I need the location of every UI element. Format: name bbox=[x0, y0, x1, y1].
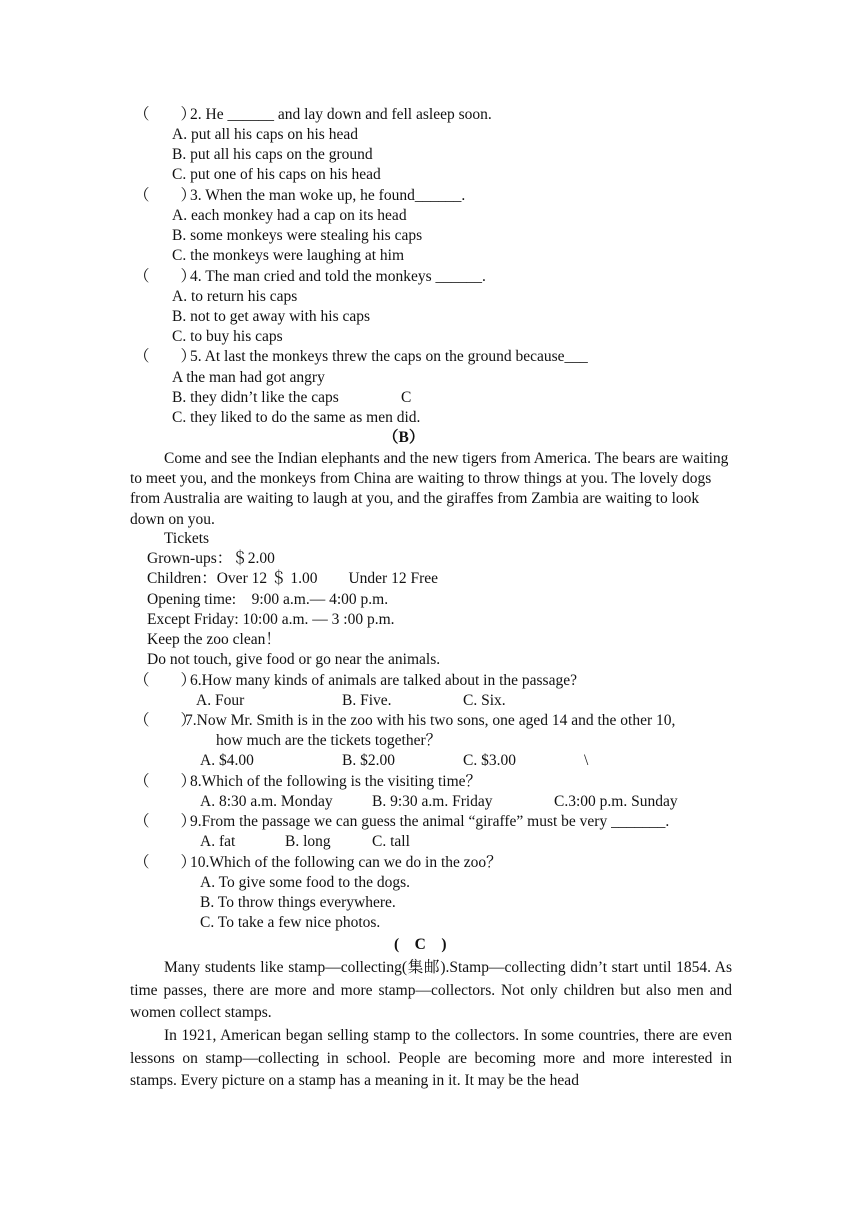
stray-mark-c: C bbox=[401, 389, 412, 406]
question-9-option-b: B. long bbox=[285, 833, 331, 850]
question-4-option-c: C. to buy his caps bbox=[172, 328, 283, 345]
stray-backslash: \ bbox=[584, 752, 589, 769]
keep-zoo-clean: Keep the zoo clean！ bbox=[147, 631, 281, 648]
question-8-option-c: C.3:00 p.m. Sunday bbox=[554, 793, 678, 810]
question-9-option-c: C. tall bbox=[372, 833, 410, 850]
opening-time: Opening time: 9:00 a.m.— 4:00 p.m. bbox=[147, 591, 389, 608]
question-9-option-a: A. fat bbox=[200, 833, 236, 850]
tickets-grown-ups: Grown-ups：＄2.00 bbox=[147, 550, 275, 567]
question-8-option-a: A. 8:30 a.m. Monday bbox=[200, 793, 333, 810]
tickets-title: Tickets bbox=[164, 530, 210, 547]
question-6-option-a: A. Four bbox=[196, 692, 245, 709]
question-7-option-c: C. $3.00 bbox=[463, 752, 516, 769]
answer-blank-q10: （ ） bbox=[134, 854, 197, 871]
question-3-option-b: B. some monkeys were stealing his caps bbox=[172, 227, 423, 244]
question-6-option-c: C. Six. bbox=[463, 692, 506, 709]
section-c-heading: ( C ) bbox=[394, 936, 447, 953]
question-3-option-c: C. the monkeys were laughing at him bbox=[172, 247, 405, 264]
question-8-option-b: B. 9:30 a.m. Friday bbox=[372, 793, 493, 810]
answer-blank-q3: （ ） bbox=[134, 187, 197, 204]
except-friday: Except Friday: 10:00 a.m. — 3 :00 p.m. bbox=[147, 611, 395, 628]
question-2-option-a: A. put all his caps on his head bbox=[172, 126, 358, 143]
question-2-option-c: C. put one of his caps on his head bbox=[172, 166, 381, 183]
question-10-stem: 10.Which of the following can we do in the zoo？ bbox=[190, 854, 502, 871]
question-3-stem: 3. When the man woke up, he found______. bbox=[190, 187, 466, 204]
question-2-option-b: B. put all his caps on the ground bbox=[172, 146, 373, 163]
question-3-option-a: A. each monkey had a cap on its head bbox=[172, 207, 407, 224]
question-7-stem-continued: how much are the tickets together？ bbox=[216, 732, 442, 749]
question-4-option-a: A. to return his caps bbox=[172, 288, 298, 305]
answer-blank-q4: （ ） bbox=[134, 268, 197, 285]
question-10-option-b: B. To throw things everywhere. bbox=[200, 894, 396, 911]
answer-blank-q2: （ ） bbox=[134, 106, 197, 123]
question-5-option-c: C. they liked to do the same as men did. bbox=[172, 409, 421, 426]
section-b-heading: （B） bbox=[383, 429, 425, 446]
question-8-stem: 8.Which of the following is the visiting time？ bbox=[190, 773, 482, 790]
answer-blank-q5: （ ） bbox=[134, 348, 197, 365]
do-not-touch: Do not touch, give food or go near the animals. bbox=[147, 651, 441, 668]
question-7-option-a: A. $4.00 bbox=[200, 752, 254, 769]
question-6-option-b: B. Five. bbox=[342, 692, 392, 709]
question-4-stem: 4. The man cried and told the monkeys ______. bbox=[190, 268, 486, 285]
answer-blank-q6: （ ） bbox=[134, 672, 197, 689]
question-4-option-b: B. not to get away with his caps bbox=[172, 308, 371, 325]
section-c-paragraph-2: In 1921, American began selling stamp to the collectors. In some countries, there are even lessons on stamp—collecting in school. People are becoming more and more interested in stamps. Every picture on a stamp has a meaning in it. It may be the head bbox=[130, 1027, 732, 1089]
question-5-option-b: B. they didn’t like the caps bbox=[172, 389, 339, 406]
answer-blank-q8: （ ） bbox=[134, 773, 197, 790]
answer-blank-q7: （ ） bbox=[134, 712, 197, 729]
question-5-option-a: A the man had got angry bbox=[172, 369, 325, 386]
question-10-option-a: A. To give some food to the dogs. bbox=[200, 874, 411, 891]
section-c-paragraph-1: Many students like stamp—collecting(集邮).Stamp—collecting didn’t start until 1854. As time passes, there are more and more stamp—collectors. Not only children but also men and women collect stamps. bbox=[130, 959, 732, 1021]
question-2-stem: 2. He ______ and lay down and fell asleep soon. bbox=[190, 106, 492, 123]
tickets-children: Children：Over 12 ＄ 1.00 Under 12 Free bbox=[147, 570, 439, 587]
section-b-passage: Come and see the Indian elephants and the new tigers from America. The bears are waiting to meet you, and the monkeys from China are waiting to throw things at you. The lovely dogs from Australia are waiting to laugh at you, and the giraffes from Zambia are waiting to look down on you. bbox=[130, 450, 729, 528]
question-6-stem: 6.How many kinds of animals are talked about in the passage? bbox=[190, 672, 577, 689]
question-5-stem: 5. At last the monkeys threw the caps on the ground because___ bbox=[190, 348, 588, 365]
question-9-stem: 9.From the passage we can guess the animal “giraffe” must be very _______. bbox=[190, 813, 670, 830]
answer-blank-q9: （ ） bbox=[134, 813, 197, 830]
question-7-option-b: B. $2.00 bbox=[342, 752, 395, 769]
question-7-stem: 7.Now Mr. Smith is in the zoo with his two sons, one aged 14 and the other 10, bbox=[185, 712, 676, 729]
question-10-option-c: C. To take a few nice photos. bbox=[200, 914, 381, 931]
